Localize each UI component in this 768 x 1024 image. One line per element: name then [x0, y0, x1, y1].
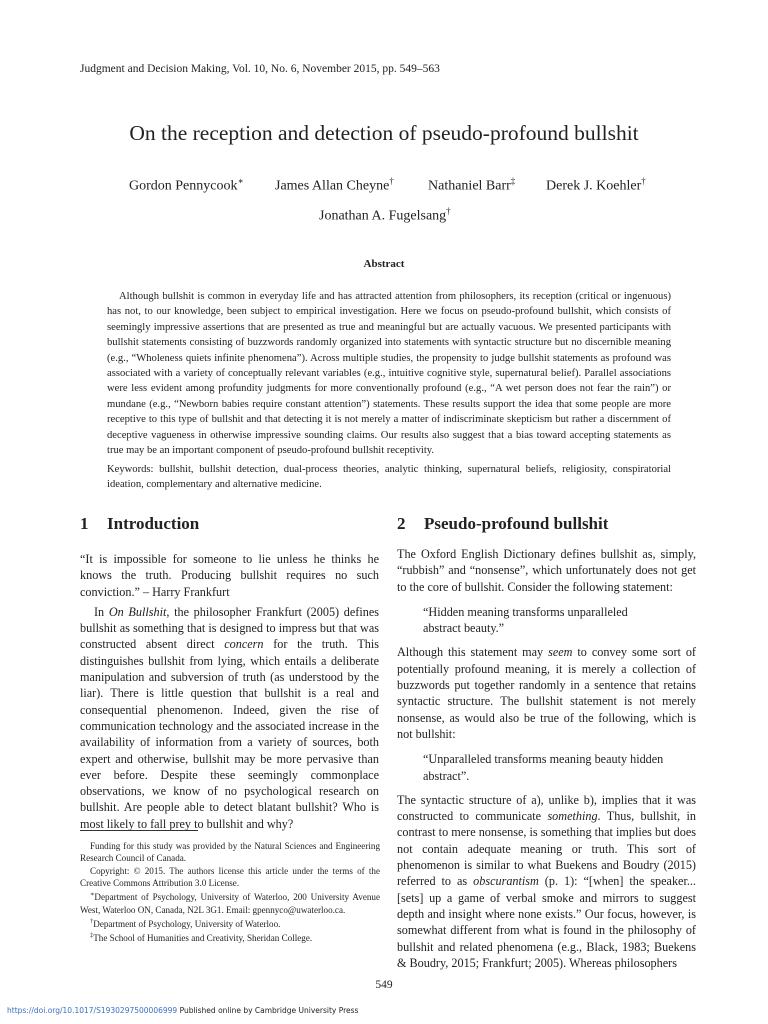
journal-header: Judgment and Decision Making, Vol. 10, No. 6, November 2015, pp. 549–563	[80, 63, 440, 75]
footnotes	[80, 840, 380, 944]
footnote-copyright: Copyright: © 2015. The authors license this article under the terms of the Creative Commons Attribution 3.0 License.	[80, 865, 380, 888]
doi-link[interactable]: https://doi.org/10.1017/S1930297500006999	[7, 1006, 178, 1015]
keywords: Keywords: bullshit, bullshit detection, dual-process theories, analytic thinking, supernatural beliefs, religiosity, conspiratorial ideation, complementary and alternative medicine.	[107, 464, 671, 491]
author-1: Gordon Pennycook∗	[129, 176, 244, 194]
published-note: Published online by Cambridge University Press	[177, 1006, 359, 1015]
epigraph: “It is impossible for someone to lie unless he thinks he knows the truth. Producing bullshit requires no such conviction.” – Harry Frankfurt	[80, 552, 379, 599]
footnote-rule	[80, 830, 198, 831]
example-quote-b: “Unparalleled transforms meaning beauty hidden abstract”.	[423, 752, 664, 783]
author-2: James Allan Cheyne†	[275, 176, 394, 194]
right-column	[397, 546, 696, 971]
footnote-affiliation-3: ‡The School of Humanities and Creativity, Sheridan College.	[90, 932, 313, 944]
section2-paragraph-3: The syntactic structure of a), unlike b), implies that it was constructed to communicate something. Thus, bullshit, in contrast to mere nonsense, is something that implies but does not contain adequate meaning or truth. This sort of phenomenon is similar to what Buekens and Boudry (2015) referred to as obscurantism (p. 1): “[when] the speaker... [sets] up a game of verbal smoke and mirrors to suggest depth and insight where none exists.” Our focus, however, is somewhat different from what is found in the philosophy of bullshit and related phenomena (e.g., Black, 1983; Buekens & Boudry, 2015; Frankfurt; 2005). Whereas philosophers	[397, 792, 697, 970]
doi-footer	[7, 1006, 358, 1015]
author-3: Nathaniel Barr‡	[428, 176, 516, 194]
section2-paragraph-1: The Oxford English Dictionary defines bullshit as, simply, “rubbish” and “nonsense”, which unfortunately does not get to the core of bullshit. Consider the following statement:	[397, 547, 696, 594]
section2-paragraph-2: Although this statement may seem to convey some sort of potentially profound meaning, it is merely a collection of buzzwords put together randomly in a sentence that retains syntactic structure. The bullshit statement is not merely nonsense, as would also be true of the following, which is not bullshit:	[397, 645, 696, 741]
section-heading-pseudo-profound-bullshit: 2 Pseudo-profound bullshit	[397, 514, 609, 533]
intro-paragraph: In On Bullshit, the philosopher Frankfurt (2005) defines bullshit as something that is designed to impress but that was constructed absent direct concern for the truth. This distinguishes bullshit from lying, which entails a deliberate manipulation and subversion of truth (as understood by the liar). There is little question that bullshit is a real and consequential phenomenon. Indeed, given the rise of communication technology and the associated increase in the availability of information from a variety of sources, both expert and otherwise, bullshit may be more pervasive than ever before. Despite these seemingly commonplace observations, we know of no psychological research on bullshit. Are people able to detect blatant bullshit? Who is most likely to fall prey to bullshit and why?	[80, 604, 379, 831]
example-quote-a: “Hidden meaning transforms unparalleled abstract beauty.”	[423, 604, 628, 636]
left-column	[80, 551, 379, 832]
footnote-affiliation-1: ∗Department of Psychology, University of Waterloo, 200 University Avenue West, Waterloo ON, Canada, N2L 3G1. Email: gpennyco@uwaterloo.ca.	[80, 891, 380, 915]
page-number: 549	[375, 979, 393, 991]
abstract-heading: Abstract	[363, 258, 405, 270]
footnote-affiliation-2: †Department of Psychology, University of Waterloo.	[90, 917, 281, 929]
paper-title: On the reception and detection of pseudo-profound bullshit	[129, 121, 639, 145]
author-5: Jonathan A. Fugelsang†	[319, 206, 451, 224]
section-heading-introduction: 1 Introduction	[80, 514, 200, 533]
abstract-text: Although bullshit is common in everyday life and has attracted attention from philosophers, its reception (critical or ingenuous) has not, to our knowledge, been subject to empirical investigation. Here we focus on pseudo-profound bullshit, which consists of seemingly impressive assertions that are presented as true and meaningful but are actually vacuous. We presented participants with bullshit statements consisting of buzzwords randomly organized into statements with syntactic structure but no discernible meaning (e.g., “Wholeness quiets infinite phenomena”). Across multiple studies, the propensity to judge bullshit statements as profound was associated with a variety of conceptually relevant variables (e.g., intuitive cognitive style, supernatural belief). Parallel associations were less evident among profundity judgments for more conventionally profound (e.g., “A wet person does not fear the rain”) or mundane (e.g., “Newborn babies require constant attention”) statements. These results support the idea that some people are more receptive to this type of bullshit and that detecting it is not merely a matter of indiscriminate skepticism but rather a discernment of deceptive vagueness in otherwise impressive sounding claims. Our results also suggest that a bias toward accepting statements as true may be an important component of pseudo-profound bullshit receptivity.	[107, 291, 671, 457]
footnote-funding: Funding for this study was provided by the Natural Sciences and Engineering Research Council of Canada.	[80, 841, 380, 864]
author-4: Derek J. Koehler†	[546, 176, 646, 194]
